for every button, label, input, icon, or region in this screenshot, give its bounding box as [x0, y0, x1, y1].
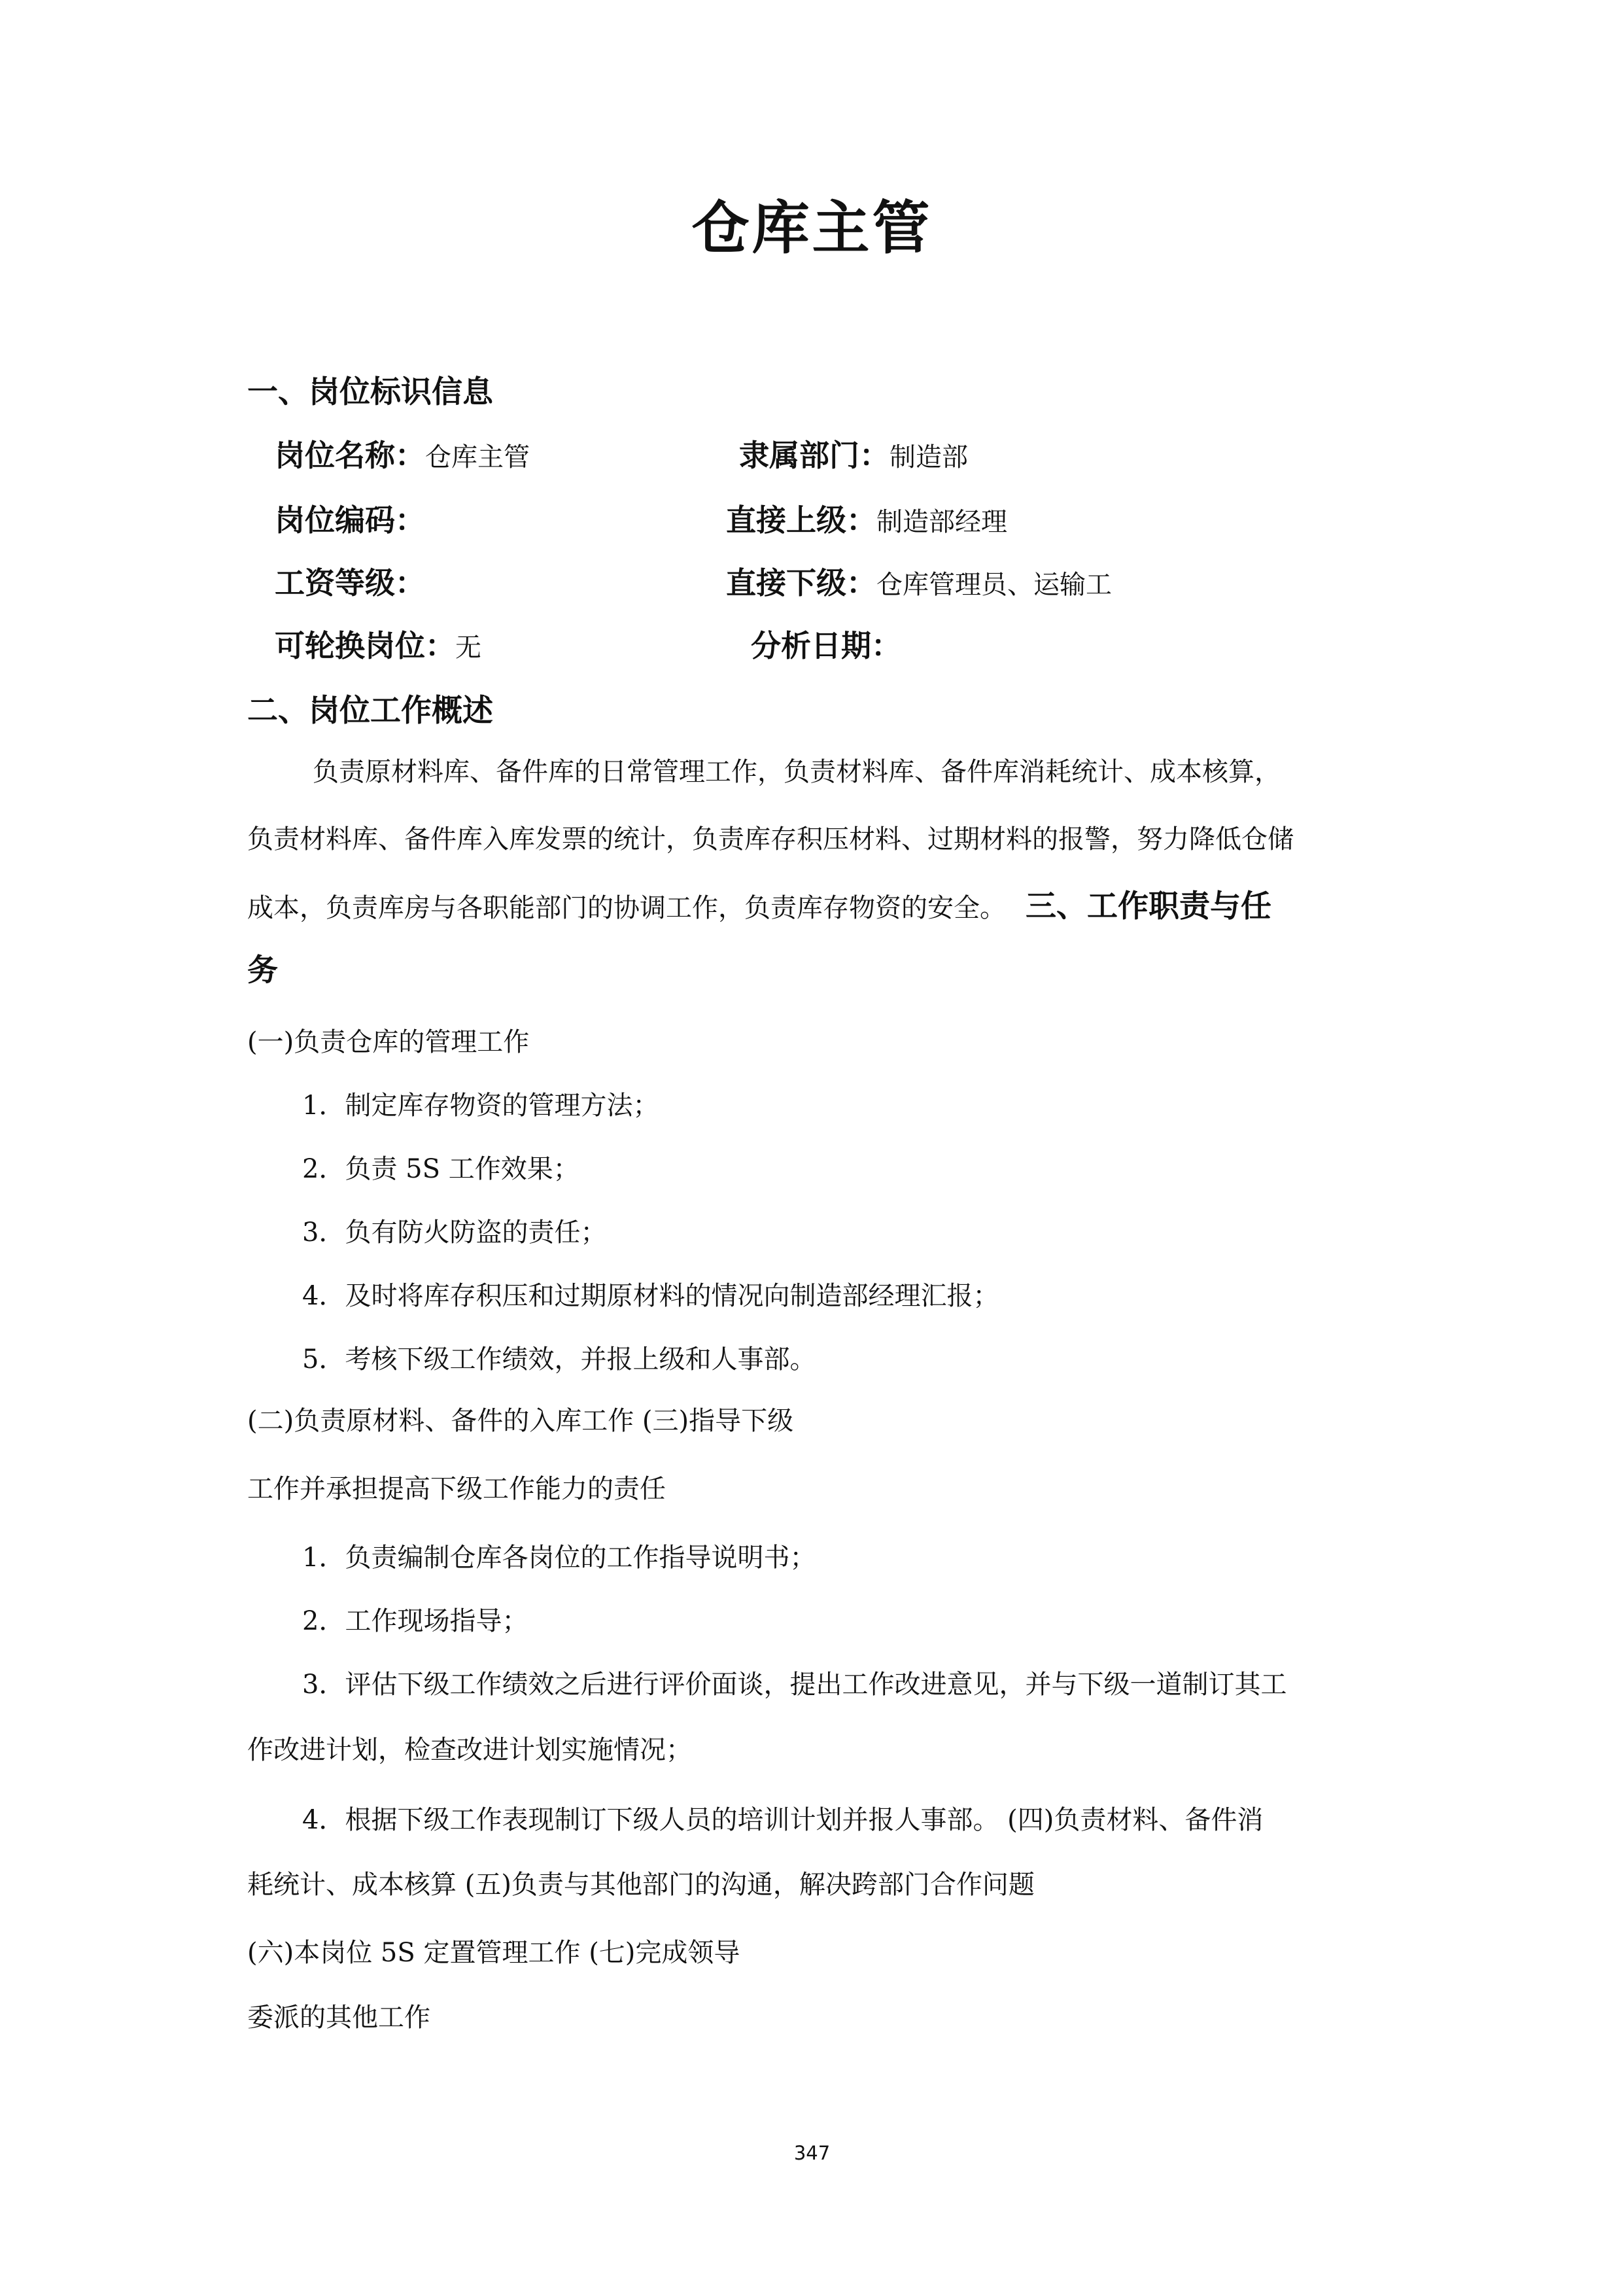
page-title: 仓库主管: [691, 194, 933, 262]
field-department: [739, 438, 968, 473]
duty-item: 3．负有防火防盗的责任；: [302, 1218, 607, 1248]
duty-group-heading: (六)本岗位 5S 定置管理工作 (七)完成领导: [247, 1938, 740, 1968]
duty-item: 1．负责编制仓库各岗位的工作指导说明书；: [302, 1543, 816, 1573]
duty-group-heading: (一)负责仓库的管理工作: [247, 1027, 530, 1057]
field-position-name: [275, 438, 530, 473]
field-value: 制造部经理: [876, 507, 1007, 537]
duty-item: 2．负责 5S 工作效果；: [302, 1154, 579, 1184]
duty-item: 2．工作现场指导；: [302, 1606, 528, 1636]
field-analysis-date: [751, 628, 901, 663]
field-direct-subordinate: [726, 565, 1112, 601]
field-rotation-position: [275, 628, 481, 663]
duty-item: 3．评估下级工作绩效之后进行评价面谈，提出工作改进意见，并与下级一道制订其工: [302, 1670, 1287, 1700]
overview-text: 成本，负责库房与各职能部门的协调工作，负责库存物资的安全。: [247, 893, 1006, 923]
field-label: 直接上级：: [726, 502, 876, 538]
field-salary-grade: [275, 565, 425, 601]
section-heading-duties-cont: 务: [247, 953, 278, 989]
duty-group-heading: (二)负责原材料、备件的入库工作 (三)指导下级: [247, 1406, 794, 1436]
field-label: 工资等级：: [275, 565, 425, 601]
page-number: 347: [793, 2142, 831, 2164]
field-value: 仓库主管: [425, 442, 530, 472]
overview-line: 负责原材料库、备件库的日常管理工作，负责材料库、备件库消耗统计、成本核算，: [313, 757, 1281, 787]
duty-item: 4．及时将库存积压和过期原材料的情况向制造部经理汇报；: [302, 1281, 999, 1311]
field-position-code: [275, 502, 425, 538]
duty-item: 5．考核下级工作绩效，并报上级和人事部。: [302, 1344, 816, 1375]
field-value: 无: [455, 633, 481, 663]
duty-item: 1．制定库存物资的管理方法；: [302, 1091, 659, 1121]
section-heading-identification: 一、岗位标识信息: [247, 374, 493, 410]
field-label: 岗位编码：: [275, 502, 425, 538]
duty-item-continuation: 耗统计、成本核算 (五)负责与其他部门的沟通，解决跨部门合作问题: [247, 1870, 1035, 1900]
field-direct-superior: [726, 502, 1007, 538]
section-heading-duties: 三、工作职责与任: [1026, 888, 1271, 924]
section-heading-overview: 二、岗位工作概述: [247, 693, 493, 729]
field-label: 岗位名称：: [275, 438, 425, 473]
duty-group-heading: 工作并承担提高下级工作能力的责任: [247, 1474, 666, 1504]
field-value: 仓库管理员、运输工: [876, 570, 1112, 600]
duty-item-continuation: 作改进计划，检查改进计划实施情况；: [247, 1735, 692, 1765]
duty-group-heading: 委派的其他工作: [247, 2003, 430, 2033]
field-label: 直接下级：: [726, 565, 876, 601]
overview-line: [247, 888, 1271, 924]
field-value: 制造部: [890, 442, 968, 472]
overview-line: 负责材料库、备件库入库发票的统计，负责库存积压材料、过期材料的报警，努力降低仓储: [247, 824, 1294, 854]
duty-item: 4．根据下级工作表现制订下级人员的培训计划并报人事部。 (四)负责材料、备件消: [302, 1805, 1264, 1835]
field-label: 隶属部门：: [739, 438, 890, 473]
field-label: 分析日期：: [751, 628, 901, 663]
field-label: 可轮换岗位：: [275, 628, 455, 663]
